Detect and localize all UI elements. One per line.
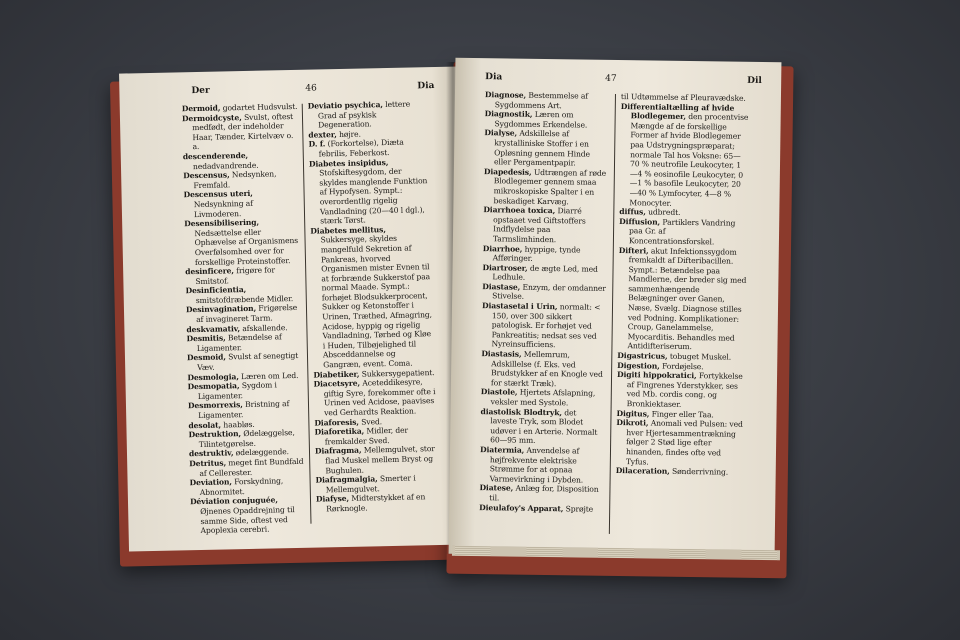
entry-definition: Sønderrivning. [669,466,729,477]
entry-headword: Desensibilisering, [184,217,260,229]
entry-definition: Hjertets Afslapning, veksler med Systole. [490,388,596,408]
entry-headword: Diafragmalgia, [315,474,378,485]
entry-headword: Dieulafoy's Apparat, [479,502,564,513]
right-page-header [455,72,781,91]
dictionary-entry [481,349,606,389]
entry-definition: Sygdom i Ligamenter. [197,380,277,401]
entry-headword: destruktiv, [188,448,234,459]
dictionary-entry [183,188,300,219]
entry-headword: Desmopatia, [187,381,240,392]
entry-headword: Dilaceration, [615,466,670,476]
left-page-column-1 [182,102,307,536]
entry-definition: Partiklers Vandring paa Gr. af Koncentrationsforskel. [628,217,736,247]
entry-headword: Digitus, [616,408,650,419]
dictionary-entry [189,428,305,450]
entry-definition: Anvendelse af højfrekvente elektriske Strømme for at opnaa Varmevirkning i Dybden. [489,445,584,485]
entry-definition: Diarré opstaaet ved Giftstoffers Indflydelse paa Tarmslimhinden. [492,206,586,245]
entry-definition: normalt: < 150, over 300 sikkert patologisk. Er forhøjet ved Pankreatitis; nedsat ses ved Nyreinsufficiens. [491,302,601,350]
dictionary-entry [485,90,609,111]
entry-headword: Diaforesis, [314,417,360,428]
entry-headword: Desmologia, [187,371,239,382]
entry-headword: Dermoidcyste, [181,112,242,123]
dictionary-entry [483,167,608,207]
left-head-guideword-first: Der [191,85,210,97]
entry-headword: Digiti hippokratici, [617,370,697,381]
entry-definition: Finger eller Taa. [649,409,714,419]
entry-definition: Forskydning, Abnormitet. [199,476,284,497]
entry-headword: Dialyse, [484,128,518,138]
entry-headword: Diastase, [482,282,521,292]
dictionary-entry [185,265,301,287]
right-page-column-1 [479,90,609,514]
dictionary-entry [187,332,303,354]
entry-definition: de ægte Led, med Ledhule. [492,263,598,283]
entry-headword: Diarrhoea toxica, [483,205,556,216]
entry-definition: Svulst af senegtigt Væv. [197,351,299,373]
entry-definition: Fortykkelse af Fingrenes Yderstykker, ses ved Mb. cordis cong. og Bronkiektaser. [626,371,743,409]
entry-definition: Midler, der fremkalder Sved. [324,425,409,447]
dictionary-entry [184,217,301,267]
entry-definition: Smerter i Mellemgulvet. [325,473,416,495]
dictionary-entry [313,377,436,418]
dictionary-entry [480,445,605,485]
entry-headword: Destruktion, [188,429,242,440]
entry-definition: det laveste Tryk, som Blodet udøver i en Arterie. Normalt 60—95 mm. [490,407,598,446]
dictionary-entry [186,303,302,325]
entry-definition: haabløs. [220,419,255,430]
entry-headword: Deviation, [189,477,232,488]
entry-definition: tobuget Muskel. [667,351,732,362]
right-page-column-2 [616,92,749,477]
entry-definition: Aceteddikesyre, giftig Syre, forekommer ofte i Urinen ved Acidose, paavises ved Gerhardts Reaktion. [323,377,436,418]
entry-definition: Bestemmelse af Sygdommens Art. [494,90,589,110]
right-page-number: 47 [605,73,617,85]
entry-headword: diffus, [619,207,646,217]
entry-headword: Diagnose, [484,90,527,100]
entry-definition: Betændelse af Ligamenter. [196,332,282,353]
entry-headword: Diafyse, [315,494,350,504]
entry-headword: Desmorrexis, [187,400,243,411]
entry-definition: udbredt. [645,207,681,218]
dictionary-entry [479,503,603,514]
entry-definition: Nedsynken, Fremfald. [193,169,277,190]
entry-definition: højre. [336,129,361,139]
entry-definition: til Udtømmelse af Pleuravædske. [620,92,746,103]
entry-headword: desinficere, [185,266,235,277]
dictionary-entry [188,399,304,421]
left-page [119,66,469,551]
entry-headword: Diartroser, [482,262,528,273]
entry-headword: Diarrhoe, [482,243,523,254]
entry-headword: diastolisk Blodtryk, [480,406,563,417]
entry-definition: Læren om Sygdommes Erkendelse. [494,110,588,130]
entry-headword: Descensus, [183,170,230,181]
dictionary-entry [182,111,299,152]
entry-definition: Sukkersyge, skyldes mangelfuld Sekretion af Pankreas, hvorved Organismen mister Evnen til at forbrænde Sukkerstof paa normal Maade. Sympt.: forhøjet Blodsukkerprocent, Sukker og Ketonstoffer i Urinen, Træthed, Afmagring, Acidose, hyppig og rigelig Vandladning, Tørhed og Kløe i Huden, Tilbøjelighed til Absceddannelse og Gangræn, event. Coma. [320,234,433,370]
entry-headword: Diatermia, [479,445,525,455]
dictionary-entry [619,217,747,248]
dictionary-entry [617,246,746,353]
dictionary-entry [188,380,304,402]
dictionary-entry [483,244,607,265]
right-head-guideword-first: Dia [485,72,503,83]
entry-headword: Diagnostik, [484,109,533,120]
dictionary-entry [190,495,307,536]
dictionary-entry [481,388,605,409]
entry-headword: descenderende, [182,150,249,162]
entry-headword: dexter, [308,129,337,140]
entry-definition: lettere Grad af psykisk Degeneration. [317,99,411,130]
entry-headword: Diafragma, [314,445,362,456]
left-page-column-2 [308,99,439,514]
dictionary-entry [481,301,606,351]
entry-headword: Descensus uteri, [183,189,253,200]
dictionary-entry [187,351,303,373]
entry-definition: Ødelæggelse, Tilintetgørelse. [198,428,295,449]
entry-headword: deskvamativ, [186,323,241,334]
entry-definition: godartet Hudsvulst. [220,101,298,113]
entry-headword: D. f. [308,139,326,150]
entry-headword: Diabetes insipidus, [308,157,389,169]
dictionary-entry [617,370,746,410]
entry-definition: (Forkortelse), Diæta febrilis, Feberkost. [318,138,404,159]
entry-definition: afskallende. [239,322,288,333]
dictionary-entry [316,492,438,514]
entry-headword: Déviation conjuguée, [189,495,278,507]
dictionary-entry [482,282,606,303]
entry-headword: Diabetes mellitus, [310,224,386,236]
dictionary-entry [479,483,603,504]
dictionary-entry [484,109,608,130]
right-page [449,58,782,559]
entry-definition: Mellemgulvet, stor flad Muskel mellem Bryst og Bughulen. [325,444,435,475]
left-page-number: 46 [305,83,317,94]
entry-headword: desolat, [188,420,222,430]
dictionary-entry [619,102,748,209]
dictionary-entry [483,205,608,245]
entry-definition: Frigørelse af invagineret Tarm. [196,303,298,325]
entry-definition: frigøre for Smitstof. [195,265,276,286]
entry-headword: Differentialtælling af hvide Blodlegemer, [620,101,735,122]
entry-definition: Sukkersygepatient. [359,367,435,379]
dictionary-entry [309,157,432,227]
entry-definition: Anomali ved Pulsen: ved hver Hjertesammentrækning følger 2 Stød lige efter hinanden, findes ofte ved Tyfus. [625,418,743,467]
dictionary-entry [616,418,745,468]
entry-definition: den procentvise Mængde af de forskellige Former af hvide Blodlegemer paa Udstrygningspræparat; normale Tal hos Voksne: 65—70 % neutrofile Leukocyter, 1—4 % eosinofile Leukocyter, 0—1 % basofile Leukocyter, 20—40 % Lymfocyter, 4—8 % Monocyter. [629,112,749,208]
entry-headword: Deviatio psychica, [307,100,383,111]
entry-headword: Diastasis, [481,349,522,359]
dictionary-entry [484,129,609,169]
entry-definition: akut Infektionssygdom fremkaldt af Difteribacillen. Sympt.: Betændelse paa Mandlerne, der breder sig med sammenhængende Belægninger over Ganen, Næse, Svælg. Diagnose stilles ved Podning. Komplikationer: Croup, Ganelammelse, Myocarditis. Behandles med Antidifteriserum. [627,245,747,352]
dictionary-entry [189,457,305,479]
entry-headword: Detritus, [189,458,227,469]
left-page-header [119,80,459,101]
entry-headword: Diffusion, [619,216,661,227]
entry-definition: Læren om Led. [238,370,299,381]
entry-headword: Diacetsyre, [313,378,361,389]
dictionary-entry [190,476,306,498]
entry-headword: Desmitis, [186,333,226,344]
entry-definition: Bristning af Ligamenter. [198,399,290,421]
entry-definition: Adskillelse af krystalliniske Stoffer i en Opløsning gennem Hinde eller Pergamentpapir. [493,128,591,168]
entry-headword: Diabetiker, [313,369,360,380]
right-head-guideword-last: Dil [747,75,762,87]
entry-headword: Digestion, [617,360,660,371]
dictionary-entry [308,137,430,159]
entry-definition: smitstofdræbende Midler. [195,293,294,305]
dictionary-entry [308,99,431,130]
dictionary-entry [315,473,437,495]
entry-definition: hyppige, tynde Afføringer. [492,244,581,263]
entry-definition: ødelæggende. [233,447,290,458]
entry-headword: Diaforetika, [314,426,365,437]
entry-definition: Mellemrum, Adskillelse (f. Eks. ved Brudstykker af en Knogle ved for stærkt Træk). [490,349,603,388]
left-head-guideword-last: Dia [417,81,435,92]
entry-definition: Sprøjte [563,503,594,514]
dictionary-entry [616,466,744,477]
dictionary-entry [480,407,605,447]
entry-definition: Anlæg for, Disposition til. [489,483,599,503]
entry-definition: Sved. [358,416,383,427]
entry-definition: Enzym, der omdanner Stivelse. [492,282,606,302]
entry-headword: Diastole, [480,387,518,398]
entry-headword: Dikroti, [616,418,649,428]
entry-definition: Nedsættelse eller Ophævelse af Organismens Overfølsomhed over for forskellige Proteinstoffer. [194,227,299,267]
entry-definition: Øjnenes Opaddrejning til samme Side, oftest ved Apoplexia cerebri. [200,504,295,536]
entry-headword: Diatese, [479,483,514,493]
dictionary-entry [482,263,606,284]
entry-definition: meget fint Bundfald af Cellerester. [199,456,304,478]
dictionary-entry [315,444,438,475]
entry-headword: Diastasetal i Urin, [481,301,558,312]
dictionary-entry [183,150,299,172]
dictionary-entry [183,169,299,191]
entry-headword: Diapedesis, [483,166,532,177]
entry-headword: Desinficientia, [185,285,247,296]
dictionary-entry [186,284,302,306]
entry-definition: Svulst, oftest medfødt, der indeholder Haar, Tænder, Kirtelvæv o. a. [192,111,294,152]
entry-definition: Udtrængen af røde Blodlegemer gennem smaa mikroskopiske Spalter i en beskadiget Karvæg. [493,167,607,206]
entry-definition: nedadvandrende. [192,160,259,171]
entry-headword: Difteri, [618,245,649,255]
entry-headword: Dermoid, [181,103,221,114]
dictionary-entry [310,224,435,370]
entry-definition: Fordøjelse. [659,361,704,371]
entry-headword: Desinvagination, [185,304,257,315]
entry-definition: Midterstykket af en Rørknogle. [326,492,426,514]
entry-definition: Nedsynkning af Livmoderen. [193,198,253,219]
entry-definition: Stofskiftesygdom, der skyldes manglende Funktion af Hypofysen. Sympt.: overordentlig rigelig Vandladning (20—40 l dgl.), stærk Tørst. [319,166,428,226]
entry-headword: Desmoid, [186,352,226,363]
entry-headword: Digastricus, [617,351,668,361]
dictionary-entry [314,425,436,447]
